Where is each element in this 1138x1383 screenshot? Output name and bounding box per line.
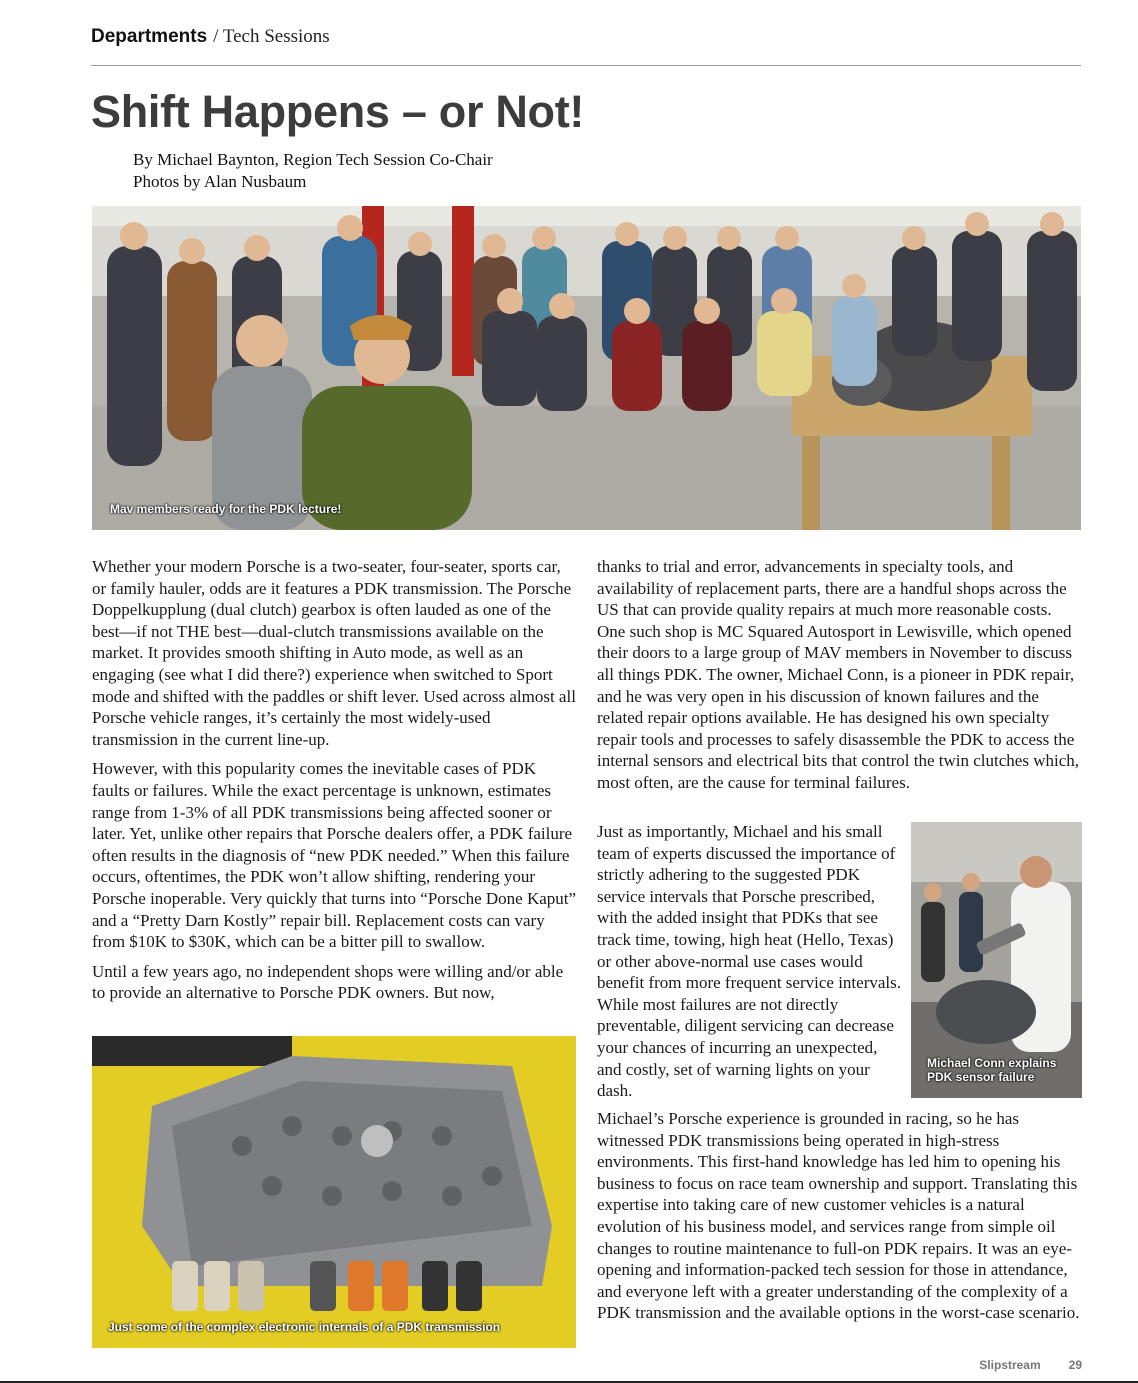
column-right-bottom	[597, 1108, 1083, 1332]
main-photo-caption: Mav members ready for the PDK lecture!	[110, 502, 342, 516]
header-divider	[91, 65, 1081, 66]
conn-photo-caption	[927, 1056, 1056, 1084]
column-right-top	[597, 556, 1083, 802]
main-photo	[92, 206, 1081, 530]
photo-credit: Photos by Alan Nusbaum	[133, 172, 307, 191]
valve-body-caption: Just some of the complex electronic internals of a PDK transmission	[108, 1320, 501, 1334]
column-left-top	[92, 556, 578, 1012]
valve-body-illustration	[92, 1036, 576, 1348]
column-right-middle	[597, 821, 902, 1110]
paragraph-1: Whether your modern Porsche is a two-seater, four-seater, sports car, or family hauler, odds are it features a PDK transmission. The Porsche Doppelkupplung (dual clutch) gearbox is often lauded as one of the best—if not THE best—dual-clutch transmissions available on the market. It provides smooth shifting in Auto mode, as well as an engaging (see what I did there?) experience when switched to Sport mode and shifted with the paddles or shift lever. Used across almost all Porsche vehicle ranges, it’s certainly the most widely-used transmission in the current line-up.	[92, 557, 576, 749]
paragraph-4: thanks to trial and error, advancements in specialty tools, and availability of replacement parts, there are a handful shops across the US that can provide quality repairs at much more reasonable costs. One such shop is MC Squared Autosport in Lewisville, which opened their doors to a large group of MAV members in November to discuss all things PDK. The owner, Michael Conn, is a pioneer in PDK repair, and he was very open in his discussion of known failures and the related repair options available. He has designed his own specialty repair tools and processes to safely disassemble the PDK to access the internal sensors and electrical bits that control the twin clutches which, most often, are the cause for terminal failures.	[597, 557, 1079, 792]
paragraph-3: Until a few years ago, no independent shops were willing and/or able to provide an alternative to Porsche PDK owners. But now,	[92, 961, 564, 1003]
publication-name: Slipstream	[979, 1358, 1041, 1372]
conn-caption-line-2: PDK sensor failure	[927, 1070, 1035, 1084]
byline-block	[133, 149, 493, 193]
department-label: Departments	[91, 26, 208, 47]
paragraph-6: Michael’s Porsche experience is grounded in racing, so he has witnessed PDK transmissions being operated in high-stress environments. This first-hand knowledge has led him to opening his business to focus on race team ownership and support. Translating this expertise into taking care of new customer vehicles is a natural evolution of his business model, and services range from simple oil changes to routine maintenance to full-on PDK repairs. It was an eye-opening and information-packed tech session for those in attendance, and everyone left with a greater understanding of the complexity of a PDK transmission and the available options in the worst-case scenario.	[597, 1109, 1080, 1323]
section-label: / Tech Sessions	[213, 26, 330, 47]
group-photo-illustration	[92, 206, 1081, 530]
article-title: Shift Happens – or Not!	[91, 86, 585, 137]
page-number: 29	[1068, 1358, 1082, 1372]
author-byline: By Michael Baynton, Region Tech Session Co-Chair	[133, 150, 493, 169]
valve-body-photo	[92, 1036, 576, 1348]
conn-caption-line-1: Michael Conn explains	[927, 1056, 1057, 1070]
paragraph-5: Just as importantly, Michael and his small team of experts discussed the importance of strictly adhering to the suggested PDK service intervals that Porsche prescribed, with the added insight that PDKs that see track time, towing, high heat (Hello, Texas) or other above-normal use cases would benefit from more frequent service intervals. While most failures are not directly preventable, diligent servicing can decrease your chances of incurring an unexpected, and costly, set of warning lights on your dash.	[597, 822, 901, 1101]
page-footer	[951, 1358, 1082, 1372]
paragraph-2: However, with this popularity comes the inevitable cases of PDK faults or failures. While the exact percentage is unknown, estimates range from 1-3% of all PDK transmissions being affected sooner or later. Yet, unlike other repairs that Porsche dealers offer, a PDK failure often results in the diagnosis of “new PDK needed.” When this failure occurs, oftentimes, the PDK won’t allow shifting, rendering your Porsche inoperable. Very quickly that turns into “Porsche Done Kaput” and a “Pretty Darn Kostly” repair bill. Replacement costs can vary from $10K to $30K, which can be a bitter pill to swallow.	[92, 759, 577, 952]
section-header	[91, 26, 330, 48]
michael-conn-photo	[911, 822, 1082, 1098]
